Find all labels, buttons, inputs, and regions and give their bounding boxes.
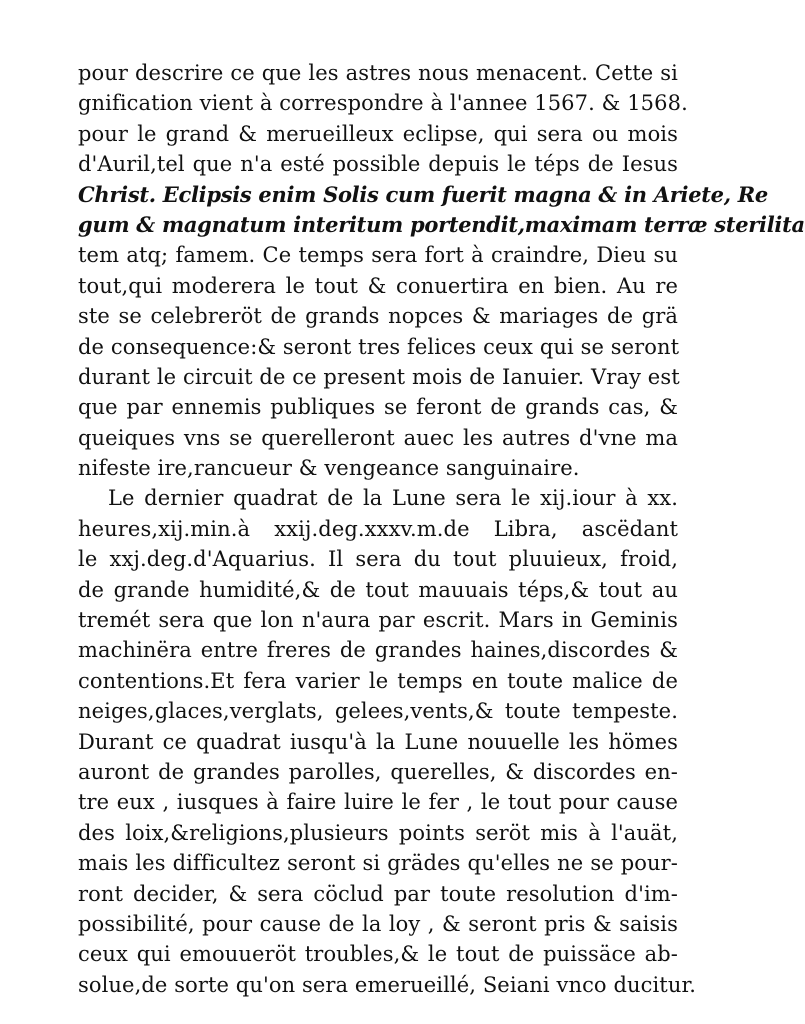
text-line: contentions.Et fera varier le temps en toute malice de	[78, 668, 678, 693]
body-text	[78, 58, 805, 1000]
text-line: auront de grandes parolles, querelles, & discordes en-	[78, 759, 678, 784]
text-line: tre eux , iusques à faire luire le fer , le tout pour cause	[78, 790, 678, 815]
text-line: neiges,glaces,verglats, gelees,vents,& toute tempeste.	[78, 699, 678, 724]
text-line: de grande humidité,& de tout mauuais téps,& tout au	[78, 577, 678, 602]
text-line: heures,xij.min.à xxij.deg.xxxv.m.de Libra, ascëdant	[78, 516, 678, 541]
text-line: mais les difficultez seront si grädes qu'elles ne se pour-	[78, 851, 678, 876]
text-line: possibilité, pour cause de la loy , & seront pris & saisis	[78, 911, 678, 936]
text-line: durant le circuit de ce present mois de Ianuier. Vray est	[78, 364, 680, 389]
text-line: solue,de sorte qu'on sera emerueillé, Seiani vnco ducitur.	[78, 972, 697, 997]
text-line: tem atq; famem. Ce temps sera fort à craindre, Dieu su	[78, 243, 678, 268]
text-line: de consequence:& seront tres felices ceux qui se seront	[78, 334, 680, 359]
text-line: Durant ce quadrat iusqu'à la Lune nouuelle les hömes	[78, 729, 678, 754]
text-line: machinëra entre freres de grandes haines,discordes &	[78, 638, 678, 663]
text-line: nifeste ire,rancueur & vengeance sanguinaire.	[78, 456, 580, 481]
text-line: gnification vient à correspondre à l'annee 1567. & 1568.	[78, 91, 688, 116]
text-line: Le dernier quadrat de la Lune sera le xij.iour à xx.	[108, 486, 678, 511]
text-line: tremét sera que lon n'aura par escrit. Mars in Geminis	[78, 608, 678, 633]
text-line: ste se celebreröt de grands nopces & mariages de grä	[78, 304, 678, 329]
text-line: pour descrire ce que les astres nous menacent. Cette si	[78, 61, 678, 85]
latin-text-line: Christ. Eclipsis enim Solis cum fuerit magna & in Ariete, Re	[78, 181, 768, 207]
text-line: tout,qui moderera le tout & conuertira en bien. Au re	[78, 273, 678, 298]
text-line: queiques vns se querelleront auec les autres d'vne ma	[78, 425, 678, 450]
text-line: des loix,&religions,plusieurs points seröt mis à l'auät,	[78, 820, 678, 845]
text-line: d'Auril,tel que n'a esté possible depuis le téps de Iesus	[78, 152, 678, 177]
latin-text-line: gum & magnatum interitum portendit,maximam terræ sterilita	[78, 211, 805, 237]
text-line: pour le grand & merueilleux eclipse, qui sera ou mois	[78, 121, 678, 146]
text-line: ceux qui emouueröt troubles,& le tout de puissäce ab-	[78, 942, 678, 967]
text-line: ront decider, & sera cöclud par toute resolution d'im-	[78, 881, 678, 906]
text-line: que par ennemis publiques se feront de grands cas, &	[78, 395, 678, 420]
text-line: le xxj.deg.d'Aquarius. Il sera du tout pluuieux, froid,	[78, 547, 678, 572]
